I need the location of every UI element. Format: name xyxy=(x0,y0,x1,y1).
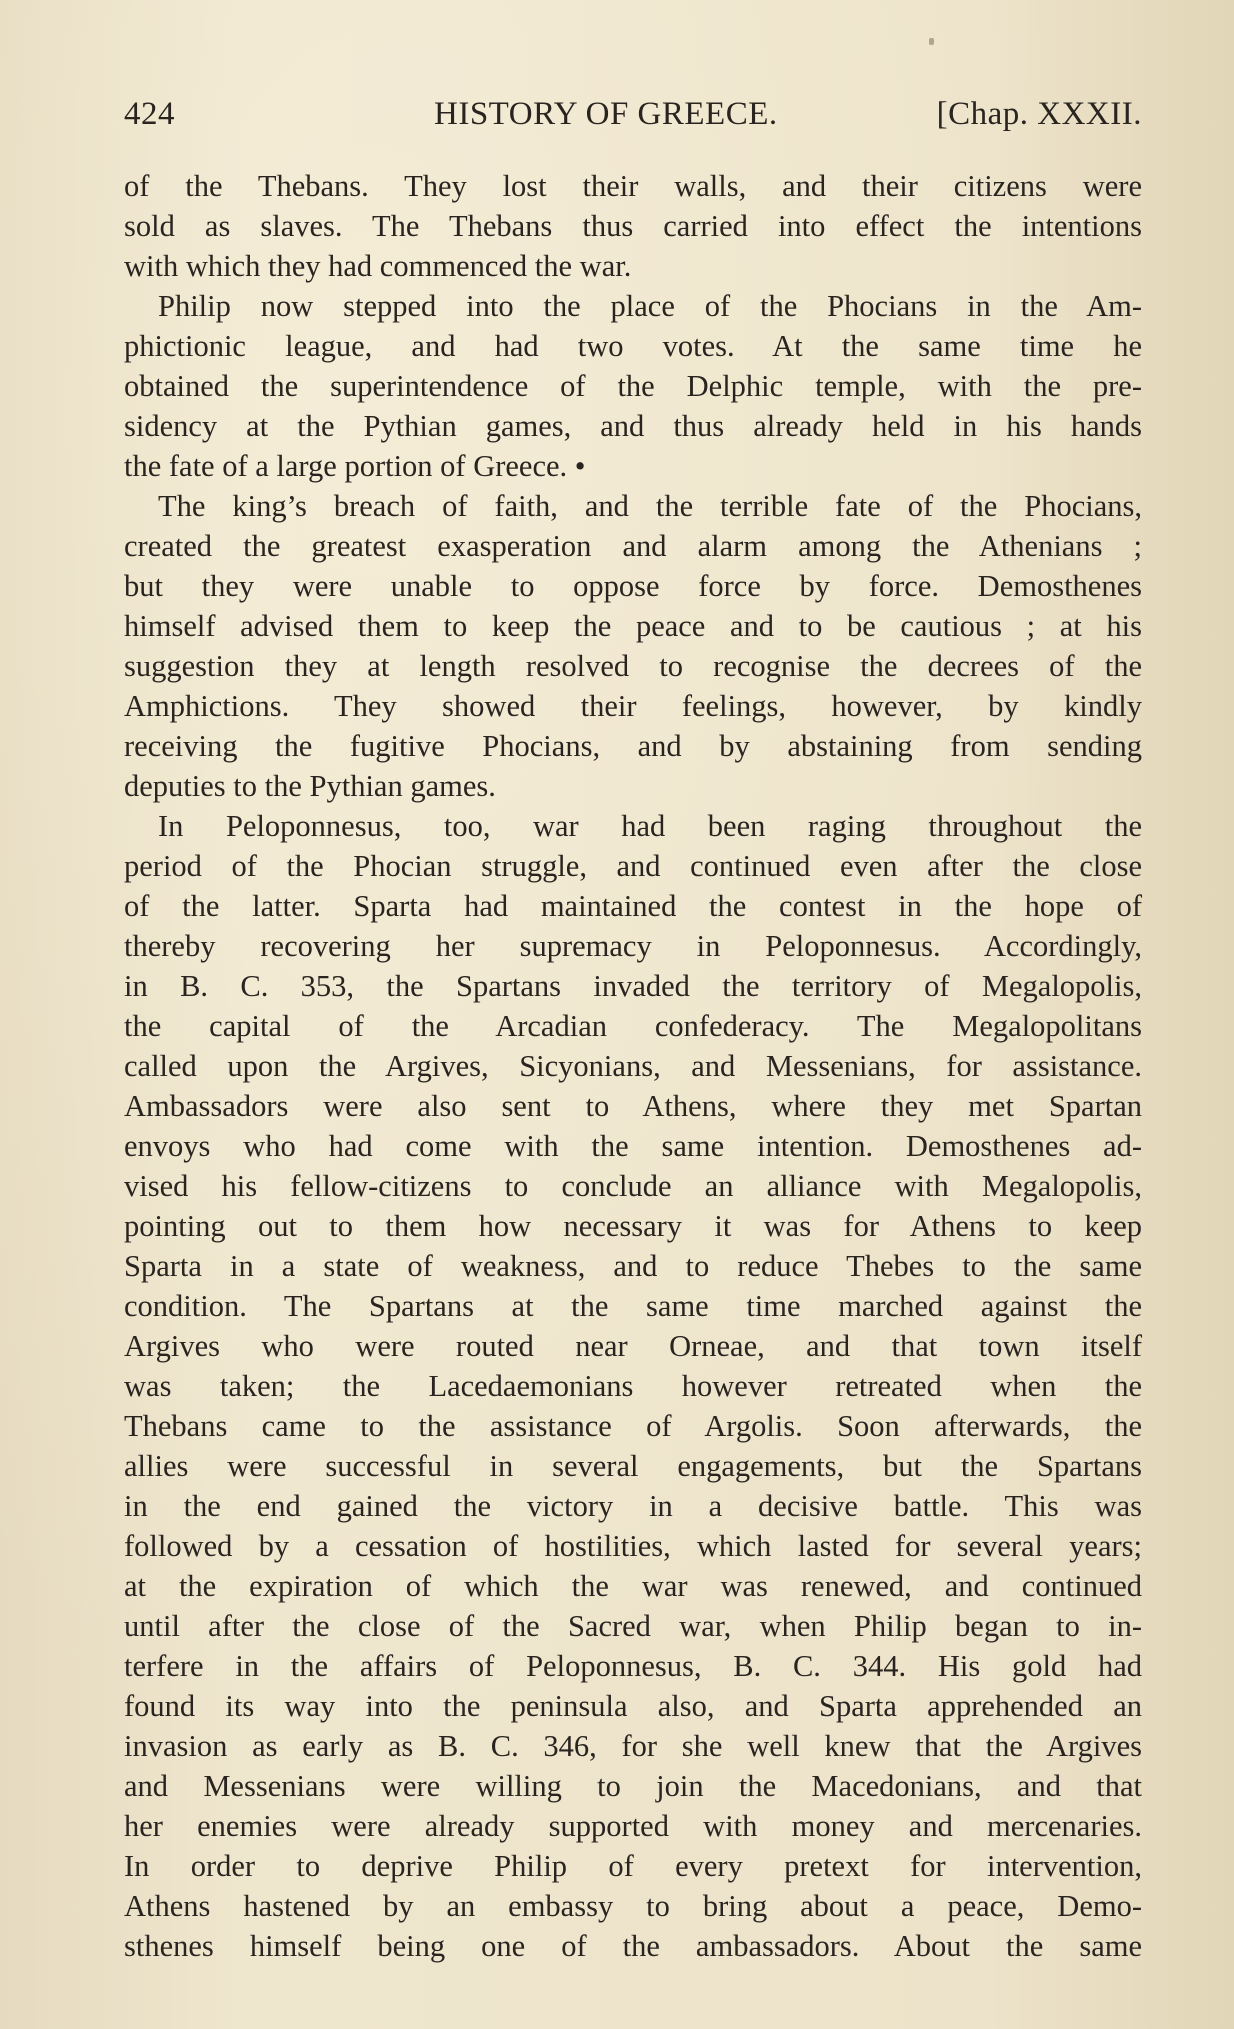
text-line: himself advised them to keep the peace and to be cautious ; at his xyxy=(124,609,1142,643)
text-line: the capital of the Arcadian confederacy. The Megalopolitans xyxy=(124,1009,1142,1043)
text-line: suggestion they at length resolved to recognise the decrees of the xyxy=(124,649,1142,683)
text-line: deputies to the Pythian games. xyxy=(124,769,496,803)
text-line: phictionic league, and had two votes. At the same time he xyxy=(124,329,1142,363)
text-line: Philip now stepped into the place of the Phocians in the Am- xyxy=(158,289,1142,323)
text-line: sidency at the Pythian games, and thus already held in his hands xyxy=(124,409,1142,443)
text-line: called upon the Argives, Sicyonians, and Messenians, for assistance. xyxy=(124,1049,1142,1083)
text-line: envoys who had come with the same intention. Demosthenes ad- xyxy=(124,1129,1142,1163)
text-line: In Peloponnesus, too, war had been raging throughout the xyxy=(158,809,1142,843)
body-text xyxy=(124,166,1142,1966)
text-line: the fate of a large portion of Greece. • xyxy=(124,449,586,483)
text-line: Ambassadors were also sent to Athens, where they met Spartan xyxy=(124,1089,1142,1123)
text-line: pointing out to them how necessary it was for Athens to keep xyxy=(124,1209,1142,1243)
text-line: in the end gained the victory in a decisive battle. This was xyxy=(124,1489,1142,1523)
text-line: Argives who were routed near Orneae, and that town itself xyxy=(124,1329,1142,1363)
text-line: Athens hastened by an embassy to bring about a peace, Demo- xyxy=(124,1889,1142,1923)
text-line: thereby recovering her supremacy in Peloponnesus. Accordingly, xyxy=(124,929,1142,963)
text-line: In order to deprive Philip of every pretext for intervention, xyxy=(124,1849,1142,1883)
text-line: but they were unable to oppose force by force. Demosthenes xyxy=(124,569,1142,603)
text-line: found its way into the peninsula also, and Sparta apprehended an xyxy=(124,1689,1142,1723)
text-line: until after the close of the Sacred war, when Philip began to in- xyxy=(124,1609,1142,1643)
text-line: and Messenians were willing to join the Macedonians, and that xyxy=(124,1769,1142,1803)
text-line: Amphictions. They showed their feelings, however, by kindly xyxy=(124,689,1142,723)
text-line: receiving the fugitive Phocians, and by abstaining from sending xyxy=(124,729,1142,763)
text-line: condition. The Spartans at the same time marched against the xyxy=(124,1289,1142,1323)
text-line: terfere in the affairs of Peloponnesus, B. C. 344. His gold had xyxy=(124,1649,1142,1683)
text-line: followed by a cessation of hostilities, which lasted for several years; xyxy=(124,1529,1142,1563)
text-line: sold as slaves. The Thebans thus carried into effect the intentions xyxy=(124,209,1142,243)
text-line: period of the Phocian struggle, and continued even after the close xyxy=(124,849,1142,883)
text-line: was taken; the Lacedaemonians however retreated when the xyxy=(124,1369,1142,1403)
ink-smudge xyxy=(929,38,934,45)
text-line: obtained the superintendence of the Delphic temple, with the pre- xyxy=(124,369,1142,403)
text-line: with which they had commenced the war. xyxy=(124,249,632,283)
text-line: sthenes himself being one of the ambassadors. About the same xyxy=(124,1929,1142,1963)
chapter-reference: [Chap. XXXII. xyxy=(936,96,1142,132)
running-header xyxy=(124,96,1142,140)
text-line: Sparta in a state of weakness, and to reduce Thebes to the same xyxy=(124,1249,1142,1283)
text-line: vised his fellow-citizens to conclude an alliance with Megalopolis, xyxy=(124,1169,1142,1203)
text-line: her enemies were already supported with money and mercenaries. xyxy=(124,1809,1142,1843)
text-line: Thebans came to the assistance of Argolis. Soon afterwards, the xyxy=(124,1409,1142,1443)
text-line: allies were successful in several engagements, but the Spartans xyxy=(124,1449,1142,1483)
text-line: invasion as early as B. C. 346, for she well knew that the Argives xyxy=(124,1729,1142,1763)
running-title: HISTORY OF GREECE. xyxy=(434,96,778,132)
text-line: created the greatest exasperation and alarm among the Athenians ; xyxy=(124,529,1142,563)
page-number: 424 xyxy=(124,96,175,132)
text-line: of the latter. Sparta had maintained the contest in the hope of xyxy=(124,889,1142,923)
text-line: in B. C. 353, the Spartans invaded the territory of Megalopolis, xyxy=(124,969,1142,1003)
text-line: of the Thebans. They lost their walls, and their citizens were xyxy=(124,169,1142,203)
text-line: The king’s breach of faith, and the terrible fate of the Phocians, xyxy=(158,489,1142,523)
text-line: at the expiration of which the war was renewed, and continued xyxy=(124,1569,1142,1603)
